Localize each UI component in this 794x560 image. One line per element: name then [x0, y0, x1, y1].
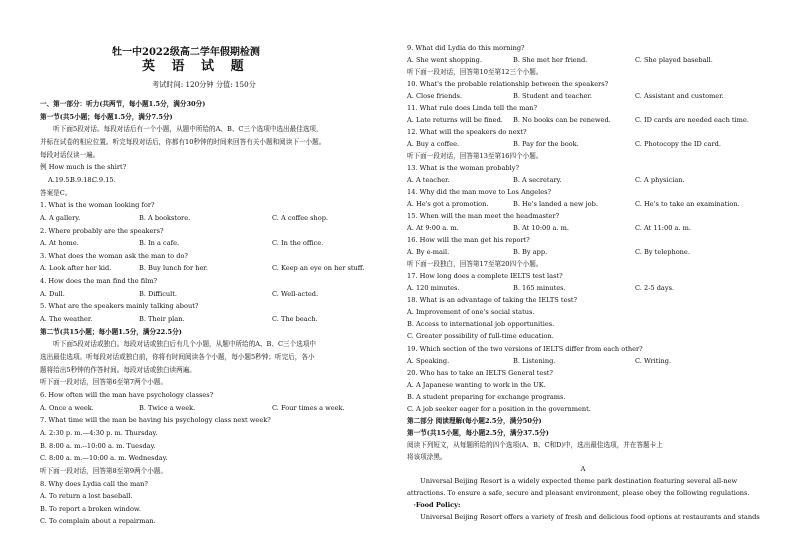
- text-line: 19. Which section of the two versions of IELTS differ from each other?: [407, 344, 643, 353]
- text-line: 阅读下列短文，从每题所给的四个选项(A、B、C和D)中，选出最佳选项，并在答题卡上: [407, 440, 663, 449]
- text-line: B. A student preparing for exchange programs.: [407, 392, 566, 401]
- text-line: 听下面一段对话，回答第8至第9两个小题。: [40, 466, 168, 475]
- text-line: 2. Where probably are the speakers?: [40, 226, 164, 235]
- option-b: B. Buy lunch for her.: [139, 264, 208, 273]
- option-a: A. 120 minutes.: [407, 284, 460, 293]
- option-a: A. Dull.: [40, 289, 65, 298]
- option-b: B. She met her friend.: [513, 56, 588, 65]
- text-line: 11. What rule does Linda tell the man?: [407, 104, 538, 113]
- text-line: 17. How long does a complete IELTS test last?: [407, 272, 563, 281]
- text-line: 13. What is the woman probably?: [407, 164, 519, 173]
- option-b: B. Listening.: [513, 356, 556, 365]
- text-line: B. Access to international job opportunities.: [407, 320, 555, 329]
- text-line: 每段对话仅读一遍。: [40, 150, 100, 159]
- text-line: A: [580, 464, 586, 473]
- text-line: 14. Why did the man move to Los Angeles?: [407, 188, 552, 197]
- text-line: attractions. To ensure a safe, secure and pleasant environment, please obey the following regulations.: [407, 488, 750, 497]
- text-line: 答案是C。: [40, 188, 72, 197]
- section-heading: ·Food Policy:: [407, 500, 461, 509]
- option-a: A. The weather.: [40, 315, 93, 324]
- text-line: 4. How does the man find the film?: [40, 277, 157, 286]
- text-line: 10. What's the probable relationship between the speakers?: [407, 80, 609, 89]
- option-a: A.19.5.: [48, 175, 72, 184]
- option-a: A. Late returns will be fined.: [407, 116, 503, 125]
- option-c: C. Keep an eye on her stuff.: [272, 264, 365, 273]
- option-a: A. Once a week.: [40, 403, 94, 412]
- option-c: C. She played baseball.: [635, 56, 713, 65]
- text-line: 听下面5段对话或独白。每段对话或独白后有几个小题，从题中所给的A、B、C三个选项中: [40, 340, 317, 349]
- text-line: C. Greater possibility of full-time education.: [407, 332, 554, 341]
- option-b: B. Pay for the book.: [513, 140, 579, 149]
- exam-info: 考试时间: 120分钟 分值: 150分: [152, 80, 256, 89]
- option-a: A. Speaking.: [407, 356, 450, 365]
- section-heading: 第一节(共5小题；每小题1.5分，满分7.5分): [40, 112, 173, 121]
- text-line: Universal Beijing Resort offers a variety of fresh and delicious food options at restaurants and stands: [407, 512, 760, 521]
- option-a: A. He's got a promotion.: [407, 200, 489, 209]
- option-a: A. A teacher.: [407, 176, 450, 185]
- option-c: C. At 11:00 a. m.: [635, 224, 691, 233]
- option-a: A. She went shopping.: [407, 56, 482, 65]
- text-line: 16. How will the man get his report?: [407, 236, 530, 245]
- option-a: A. Look after her kid.: [40, 264, 112, 273]
- option-a: A. By e-mail.: [407, 248, 450, 257]
- option-b: B. A bookstore.: [139, 213, 191, 222]
- text-line: 1. What is the woman looking for?: [40, 201, 155, 210]
- option-b: B. At 10:00 a. m.: [513, 224, 569, 233]
- text-line: 6. How often will the man have psychology classes?: [40, 390, 214, 399]
- text-line: 5. What are the speakers mainly talking about?: [40, 302, 199, 311]
- option-b: B. A secretary.: [513, 176, 562, 185]
- section-heading: 第二节(共15小题；每小题1.5分，满分22.5分): [40, 327, 182, 336]
- text-line: C. To complain about a repairman.: [40, 517, 156, 526]
- option-c: C. Photocopy the ID card.: [635, 140, 721, 149]
- option-b: B. Difficult.: [139, 289, 178, 298]
- option-c: C. 2-5 days.: [635, 284, 675, 293]
- text-line: 15. When will the man meet the headmaster?: [407, 212, 560, 221]
- text-line: B. To report a broken window.: [40, 504, 141, 513]
- text-line: 听下面5段对话。每段对话后有一个小题，从题中所给的A、B、C三个选项中选出最佳选项，: [40, 125, 323, 134]
- text-line: 9. What did Lydia do this morning?: [407, 44, 525, 52]
- text-line: 3. What does the woman ask the man to do?: [40, 251, 188, 260]
- option-b: B. Twice a week.: [139, 403, 196, 412]
- text-line: C. A job seeker eager for a position in the government.: [407, 404, 591, 413]
- section-heading: 第二部分 阅读理解(每小题2.5分，满分50分): [407, 416, 542, 425]
- subject-title: 英 语 试 题: [142, 59, 250, 74]
- option-c: C. Assistant and customer.: [635, 92, 724, 101]
- option-b: B. Student and teacher.: [513, 92, 592, 101]
- text-line: B. 8:00 a. m.--10:00 a. m. Tuesday.: [40, 441, 156, 450]
- option-b: B. No books can be renewed.: [513, 116, 611, 125]
- option-a: A. Buy a coffee.: [407, 140, 460, 149]
- option-b: B. 165 minutes.: [513, 284, 566, 293]
- text-line: 听下面一段对话，回答第6至第7两个小题。: [40, 378, 168, 387]
- text-line: A. Improvement of one's social status.: [407, 308, 535, 317]
- option-b: B. In a cafe.: [139, 239, 180, 248]
- option-c: C. ID cards are needed each time.: [635, 116, 749, 125]
- section-heading: 一、第一部分：听力(共两节，每小题1.5分，满分30分): [40, 100, 206, 108]
- option-a: A. A gallery.: [40, 213, 81, 222]
- option-c: C. By telephone.: [635, 248, 690, 257]
- text-line: 并标在试卷的相应位置。听完每段对话后，你都有10秒钟的时间来回答有关小题和阅读下一小题。: [40, 137, 326, 146]
- text-line: 听下面一段独白，回答第17至第20四个小题。: [407, 260, 543, 269]
- text-line: 7. What time will the man be having his psychology class next week?: [40, 416, 271, 425]
- text-line: 听下面一段对话，回答第13至第16四个小题。: [407, 152, 543, 161]
- option-a: A. At 9:00 a. m.: [407, 224, 459, 233]
- option-c: C. A coffee shop.: [272, 213, 329, 222]
- text-line: A. A Japanese wanting to work in the UK.: [407, 380, 546, 389]
- text-line: A. To return a lost baseball.: [40, 492, 133, 501]
- text-line: 选出最佳选项。听每段对话或独白前，你将有时间阅读各个小题，每小题5秒钟；听完后，各小: [40, 353, 315, 361]
- option-b: B.9.18.: [70, 175, 94, 184]
- option-b: B. By app.: [513, 248, 548, 257]
- option-a: A. At home.: [40, 239, 79, 248]
- text-line: 例 How much is the shirt?: [40, 163, 127, 172]
- option-a: A. Close friends.: [407, 92, 463, 101]
- text-line: 将该项涂黑。: [407, 452, 447, 461]
- text-line: 12. What will the speakers do next?: [407, 128, 527, 137]
- text-line: A. 2:30 p. m.—4:30 p. m. Thursday.: [40, 428, 158, 437]
- text-line: 8. Why does Lydia call the man?: [40, 479, 148, 488]
- text-line: Universal Beijing Resort is a widely expected theme park destination featuring several all-new: [407, 476, 738, 485]
- text-line: 20. Who has to take an IELTS General test?: [407, 368, 553, 377]
- option-c: C. Well-acted.: [272, 289, 319, 298]
- option-b: B. Their plan.: [139, 315, 185, 324]
- option-c: C. A physician.: [635, 176, 685, 185]
- option-c: C. Four times a week.: [272, 403, 345, 412]
- text-line: 18. What is an advantage of taking the IELTS test?: [407, 296, 578, 305]
- text-line: C. 8:00 a. m.—10:00 a. m. Wednesday.: [40, 454, 168, 463]
- exam-title: 牡一中2022级高二学年假期检测: [112, 47, 260, 58]
- option-b: B. He's landed a new job.: [513, 200, 598, 209]
- section-heading: 第一节(共15小题，每小题2.5分，满分37.5分): [407, 428, 549, 437]
- option-c: C. In the office.: [272, 239, 324, 248]
- option-c: C. He's to take an examination.: [635, 200, 740, 209]
- text-line: 题将给出5秒钟的作答时间。每段对话或独白读两遍。: [40, 365, 196, 374]
- option-c: C.9.15.: [92, 175, 116, 184]
- text-line: 听下面一段对话，回答第10至第12三个小题。: [407, 68, 543, 77]
- option-c: C. The beach.: [272, 315, 318, 324]
- option-c: C. Writing.: [635, 356, 672, 365]
